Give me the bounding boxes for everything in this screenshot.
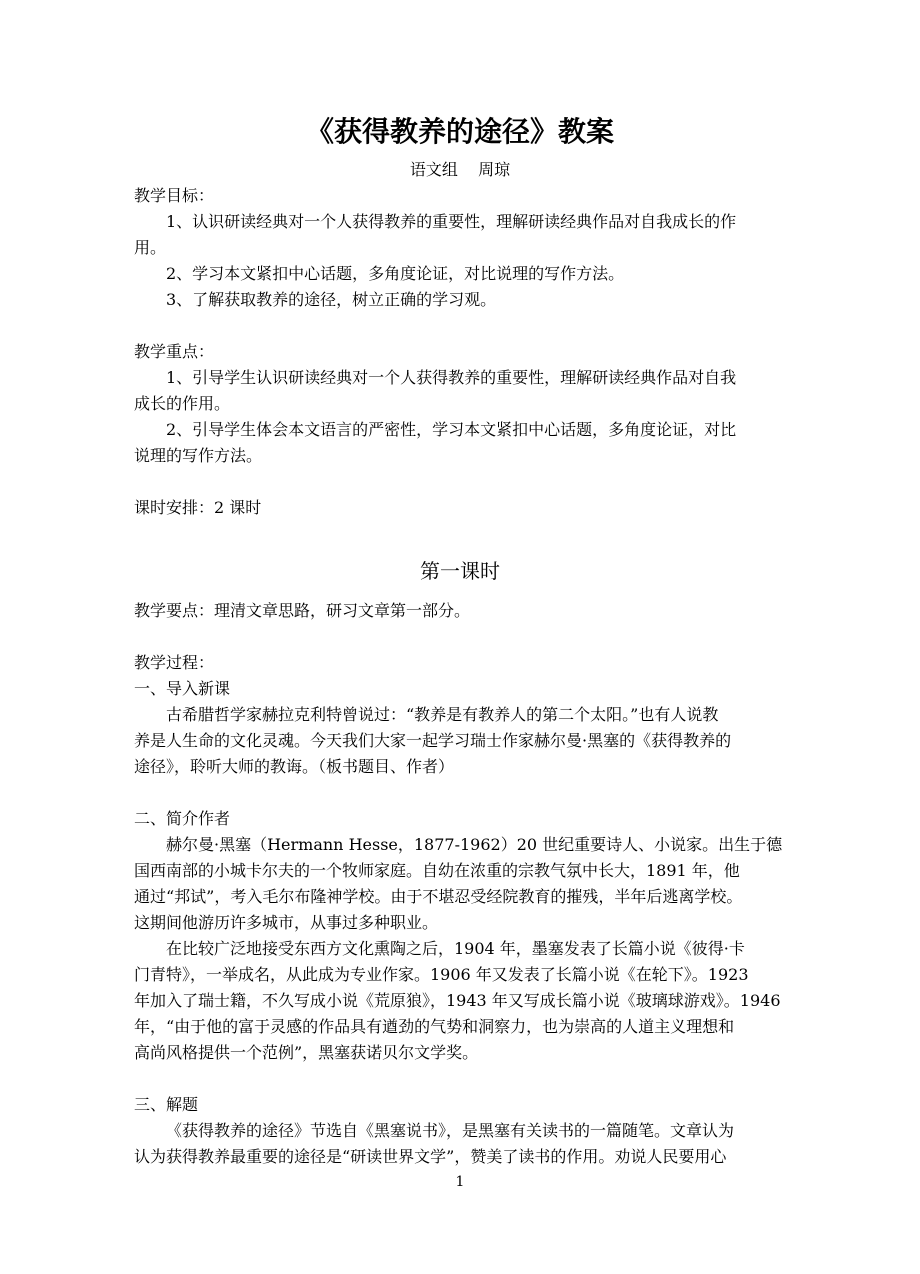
author-intro-line-2: 国西南部的小城卡尔夫的一个牧师家庭。自幼在浓重的宗教气氛中长大，1891 年，他 [134, 861, 740, 880]
focus-item-1-cont: 成长的作用。 [134, 394, 231, 413]
author-intro-line-5: 在比较广泛地接受东西方文化熏陶之后，1904 年，墨塞发表了长篇小说《彼得·卡 [166, 939, 745, 958]
goal-item-2: 2、学习本文紧扣中心话题，多角度论证，对比说理的写作方法。 [166, 264, 625, 283]
key-points-line: 教学要点：理清文章思路，研习文章第一部分。 [134, 601, 471, 620]
page-number: 1 [455, 1174, 465, 1190]
schedule-line: 课时安排：2 课时 [134, 498, 262, 517]
process-heading: 教学过程： [134, 653, 215, 672]
author-intro-line-8: 年，“由于他的富于灵感的作品具有遒劲的气势和洞察力，也为崇高的人道主义理想和 [134, 1017, 735, 1036]
focus-item-2-cont: 说理的写作方法。 [134, 446, 263, 465]
author-intro-line-6: 门青特》，一举成名，从此成为专业作家。1906 年又发表了长篇小说《在轮下》。1923 [134, 965, 749, 984]
intro-line-3: 途径》，聆听大师的教诲。（板书题目、作者） [134, 757, 455, 776]
focus-item-2: 2、引导学生体会本文语言的严密性，学习本文紧扣中心话题，多角度论证，对比 [166, 420, 737, 439]
document-title: 《获得教养的途径》教案 [305, 115, 614, 148]
lesson-1-title: 第一课时 [420, 559, 500, 583]
intro-line-1: 古希腊哲学家赫拉克利特曾说过：“教养是有教养人的第二个太阳。”也有人说教 [166, 705, 719, 724]
author-intro-line-9: 高尚风格提供一个范例”，黑塞获诺贝尔文学奖。 [134, 1043, 479, 1062]
goals-heading: 教学目标： [134, 186, 215, 205]
intro-heading: 一、导入新课 [134, 679, 231, 698]
title-explain-heading: 三、解题 [134, 1095, 199, 1114]
goal-item-1: 1、认识研读经典对一个人获得教养的重要性，理解研读经典作品对自我成长的作 [166, 212, 737, 231]
author-line: 语文组 周琼 [409, 160, 511, 179]
author-intro-line-4: 这期间他游历许多城市，从事过多种职业。 [134, 913, 439, 932]
author-intro-heading: 二、简介作者 [134, 809, 231, 828]
goal-item-1-cont: 用。 [134, 238, 167, 257]
author-intro-line-3: 通过“邦试”，考入毛尔布隆神学校。由于不堪忍受经院教育的摧残，半年后逃离学校。 [134, 887, 743, 906]
focus-heading: 教学重点： [134, 342, 215, 361]
title-explain-line-2: 认为获得教养最重要的途径是“研读世界文学”，赞美了读书的作用。劝说人民要用心 [134, 1147, 727, 1166]
author-intro-line-1: 赫尔曼·黑塞（Hermann Hesse，1877-1962）20 世纪重要诗人、小说家。出生于德 [166, 835, 783, 854]
focus-item-1: 1、引导学生认识研读经典对一个人获得教养的重要性，理解研读经典作品对自我 [166, 368, 737, 387]
intro-line-2: 养是人生命的文化灵魂。今天我们大家一起学习瑞士作家赫尔曼·黑塞的《获得教养的 [134, 731, 732, 750]
author-intro-line-7: 年加入了瑞士籍，不久写成小说《荒原狼》，1943 年又写成长篇小说《玻璃球游戏》。1946 [134, 991, 781, 1010]
title-explain-line-1: 《获得教养的途径》节选自《黑塞说书》，是黑塞有关读书的一篇随笔。文章认为 [166, 1121, 735, 1140]
goal-item-3: 3、了解获取教养的途径，树立正确的学习观。 [166, 290, 497, 309]
